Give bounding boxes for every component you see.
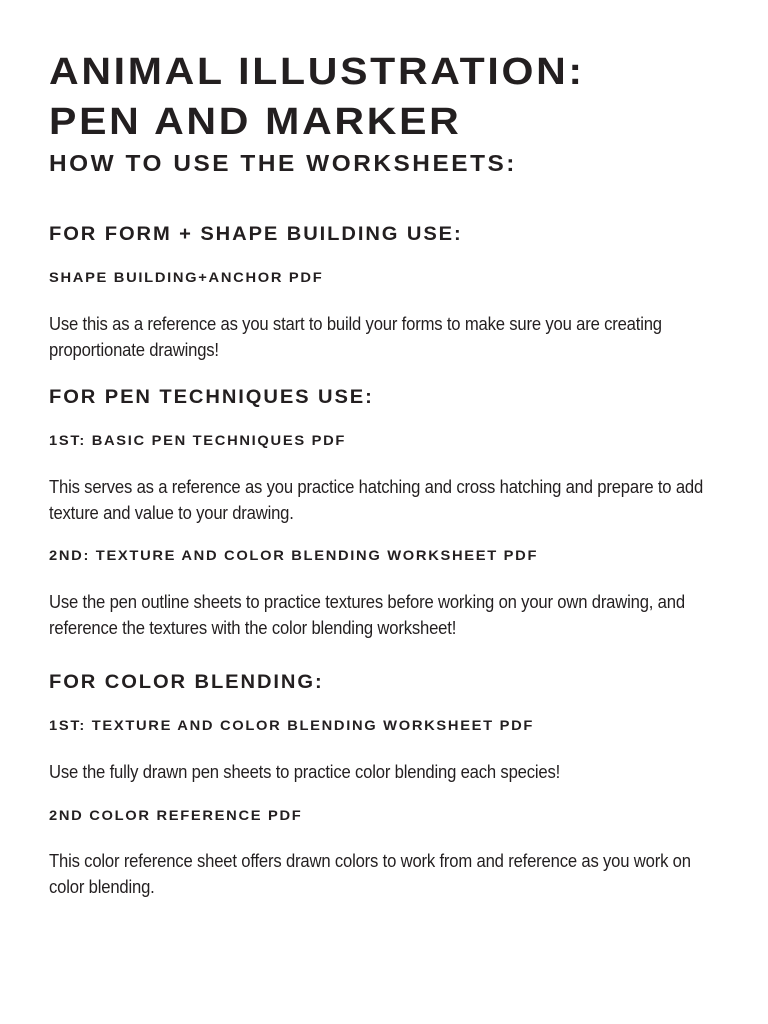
item-label-color-blending-worksheet: 1ST: TEXTURE AND COLOR BLENDING WORKSHEET PDF <box>49 717 535 733</box>
section-heading-form-shape: FOR FORM + SHAPE BUILDING USE: <box>49 224 463 245</box>
item-text-color-blending-worksheet: Use the fully drawn pen sheets to practice color blending each species! <box>49 761 561 782</box>
page-title-line-2: PEN AND MARKER <box>49 101 462 143</box>
page-subtitle: HOW TO USE THE WORKSHEETS: <box>49 150 517 176</box>
item-label-basic-pen-techniques: 1ST: BASIC PEN TECHNIQUES PDF <box>49 432 347 448</box>
item-label-shape-building: SHAPE BUILDING+ANCHOR PDF <box>49 269 324 285</box>
page-title-line-1: ANIMAL ILLUSTRATION: <box>49 51 585 93</box>
item-text-texture-color-worksheet: Use the pen outline sheets to practice textures before working on your own drawing, and reference the textures with the color blending worksheet! <box>49 591 685 638</box>
item-label-color-reference: 2ND COLOR REFERENCE PDF <box>49 807 303 823</box>
item-label-texture-color-worksheet: 2ND: TEXTURE AND COLOR BLENDING WORKSHEET PDF <box>49 547 539 563</box>
section-heading-pen-techniques: FOR PEN TECHNIQUES USE: <box>49 387 374 408</box>
item-text-shape-building: Use this as a reference as you start to build your forms to make sure you are creating proportionate drawings! <box>49 313 662 360</box>
item-text-basic-pen-techniques: This serves as a reference as you practice hatching and cross hatching and prepare to add texture and value to your drawing. <box>49 476 704 523</box>
item-text-color-reference: This color reference sheet offers drawn colors to work from and reference as you work on color blending. <box>49 850 691 897</box>
section-heading-color-blending: FOR COLOR BLENDING: <box>49 672 324 693</box>
